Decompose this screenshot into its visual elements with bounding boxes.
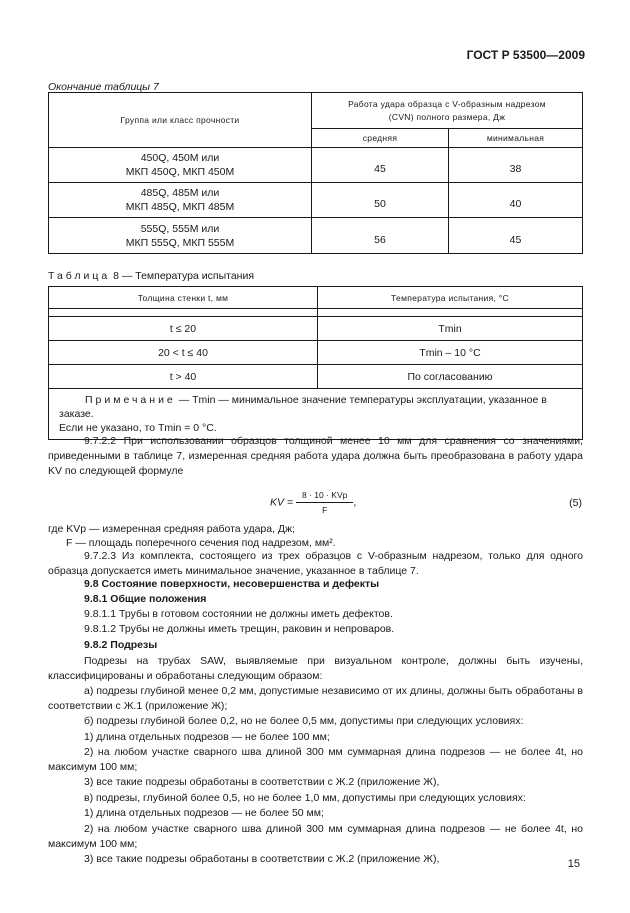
table-row: [49, 317, 583, 341]
table8-caption-label: Таблица: [48, 270, 111, 282]
paragraph-98111: 9.8.1.1 Трубы в готовом состоянии не должны иметь дефектов.: [84, 608, 393, 620]
paragraph-982: Подрезы на трубах SAW, выявляемые при визуальном контроле, должны быть изучены, классифицированы и обработаны следующим образом:: [48, 655, 583, 682]
table8-temperature-cell: По согласованию: [318, 365, 583, 389]
equation-number: (5): [569, 497, 582, 509]
item-b2: 2) на любом участке сварного шва длиной 300 мм суммарная длина подрезов — не более 4t, но максимум 100 мм;: [48, 746, 583, 773]
document-id: ГОСТ Р 53500—2009: [466, 48, 585, 62]
table8-caption: [48, 270, 254, 282]
table7-group-cell: [49, 218, 312, 254]
table7-header-work: Работа удара образца с V-образным надрезом (CVN) полного размера, Дж: [312, 93, 583, 129]
formula-lhs: KV =: [270, 496, 294, 509]
item-b: б) подрезы глубиной более 0,2, но не более 0,5 мм, допустимы при следующих условиях:: [84, 715, 524, 727]
table-row: [49, 341, 583, 365]
table8-header-thickness: Толщина стенки t, мм: [49, 287, 318, 309]
formula-5: [270, 490, 356, 515]
item-a: а) подрезы глубиной менее 0,2 мм, допустимые независимо от их длины, должны быть обработаны в соответствии с Ж.1 (приложение Ж);: [48, 685, 583, 712]
item-v: в) подрезы, глубиной более 0,5, но не более 1,0 мм, допустимы при следующих условиях:: [84, 792, 526, 804]
table8-thickness-cell: t ≤ 20: [49, 317, 318, 341]
table8-thickness-cell: 20 < t ≤ 40: [49, 341, 318, 365]
table8: [48, 286, 583, 440]
table8-thickness-cell: t > 40: [49, 365, 318, 389]
group-line-2: МКП 450Q, МКП 450М: [125, 166, 235, 178]
formula-fraction: [296, 490, 353, 515]
note-text-1: — Tmin — минимальное значение температуры эксплуатации, указанное в заказе.: [59, 394, 547, 420]
item-v2: 2) на любом участке сварного шва длиной 300 мм суммарная длина подрезов — не более 4t, но максимум 100 мм;: [48, 823, 583, 850]
group-line-2: МКП 555Q, МКП 555М: [125, 236, 235, 249]
group-line-2: МКП 485Q, МКП 485М: [125, 201, 235, 213]
table7-min-cell: 38: [449, 148, 583, 183]
group-line-1: 450Q, 450M или: [140, 152, 220, 164]
where-line-1: где KVp — измеренная средняя работа удара, Дж;: [48, 523, 295, 535]
table7-group-cell: [49, 183, 312, 218]
paragraph-98112: 9.8.1.2 Трубы не должны иметь трещин, раковин и непроваров.: [84, 623, 395, 635]
table7-caption: Окончание таблицы 7: [48, 81, 159, 93]
table7-min-cell: 40: [449, 183, 583, 218]
table7-header-avg: средняя: [312, 129, 449, 148]
group-line-1: 485Q, 485M или: [140, 187, 220, 199]
table7: [48, 92, 583, 254]
formula-denominator: F: [322, 505, 328, 515]
table-row: [49, 183, 583, 218]
item-b1: 1) длина отдельных подрезов — не более 100 мм;: [84, 731, 330, 743]
table7-header-group: Группа или класс прочности: [49, 93, 312, 148]
group-line-1: 555Q, 555M или: [140, 222, 220, 235]
paragraph-9723: 9.7.2.3 Из комплекта, состоящего из трех образцов с V-образным надрезом, только для одного образца допускается иметь минимальное значение, указанное в таблице 7.: [48, 550, 583, 577]
heading-9-8: 9.8 Состояние поверхности, несовершенства и дефекты: [84, 578, 380, 590]
note-text-2: Если не указано, то Tmin = 0 °С.: [59, 422, 217, 434]
table7-avg-cell: 45: [312, 148, 449, 183]
note-label: Примечание: [85, 394, 176, 406]
page-number: 15: [567, 858, 580, 870]
paragraph-9722: 9.7.2.2 При использовании образцов толщиной менее 10 мм для сравнения со значениями, приведенными в таблице 7, измеренная средняя работа удара должна быть преобразована в работу удара KV по следующей формуле: [48, 435, 583, 477]
item-v1: 1) длина отдельных подрезов — не более 50 мм;: [84, 807, 324, 819]
where-line-2: F — площадь поперечного сечения под надрезом, мм².: [66, 537, 336, 549]
table-row: [49, 365, 583, 389]
table8-note: [49, 389, 583, 440]
table7-header-min: минимальная: [449, 129, 583, 148]
item-v3: 3) все такие подрезы обработаны в соответствии с Ж.2 (приложение Ж),: [84, 853, 440, 865]
table8-temperature-cell: Tmin – 10 °C: [318, 341, 583, 365]
heading-9-8-2: 9.8.2 Подрезы: [84, 639, 158, 651]
table-row: [49, 148, 583, 183]
table7-avg-cell: 56: [312, 218, 449, 254]
table8-caption-text: 8 — Температура испытания: [113, 270, 255, 282]
table8-header-temperature: Температура испытания, °С: [318, 287, 583, 309]
formula-numerator: 8 · 10 · KVp: [296, 490, 353, 503]
heading-9-8-1: 9.8.1 Общие положения: [84, 593, 207, 605]
formula-tail: ,: [353, 496, 357, 509]
table-row: [49, 218, 583, 254]
table7-group-cell: [49, 148, 312, 183]
table7-avg-cell: 50: [312, 183, 449, 218]
table8-temperature-cell: Tmin: [318, 317, 583, 341]
table7-min-cell: 45: [449, 218, 583, 254]
item-b3: 3) все такие подрезы обработаны в соответствии с Ж.2 (приложение Ж),: [84, 776, 440, 788]
